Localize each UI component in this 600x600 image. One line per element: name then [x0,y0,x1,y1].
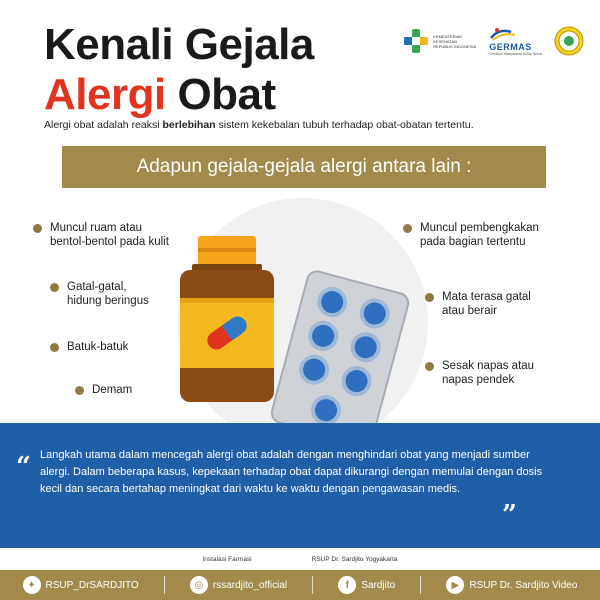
symptom-text: Demam [92,384,133,396]
symptom-item [33,221,169,249]
symptom-text: Gatal-gatal, hidung beringus [67,281,149,307]
banner-text: Adapun gejala-gejala alergi antara lain : [136,156,472,177]
symptom-item [403,221,539,249]
kemenkes-text: KEMENTERIAN KESEHATAN REPUBLIK INDONESIA [433,33,477,49]
youtube-icon: ▶ [446,576,464,594]
symptom-item [425,359,534,387]
symptom-item [50,280,149,308]
medicine-bottle-icon [180,236,274,402]
medicine-illustration [170,228,420,443]
symptom-text: Muncul ruam atau bentol-bentol pada kulit [50,222,169,248]
title-line-1: Kenali Gejala [44,20,314,69]
bullet-dot-icon [75,386,84,395]
social-label: RSUP_DrSARDJITO [45,579,139,591]
symptom-text: Batuk-batuk [67,341,129,353]
social-twitter[interactable] [23,576,139,594]
divider [164,576,165,594]
blister-pack-icon [270,269,411,443]
social-instagram[interactable] [190,576,287,594]
intro-text: Alergi obat adalah reaksi berlebihan sistem kekebalan tubuh terhadap obat-obatan tertentu. [44,119,474,131]
symptom-item [75,383,132,397]
partner-logos [403,26,584,56]
symptom-item [50,340,128,354]
bullet-dot-icon [425,362,434,371]
kemenkes-logo [403,28,477,54]
instagram-icon: ◎ [190,576,208,594]
twitter-icon: ✦ [23,576,41,594]
bullet-dot-icon [425,293,434,302]
intro-bold: berlebihan [162,119,216,131]
symptoms-banner [62,146,546,188]
social-label: rssardjito_official [212,579,288,591]
bullet-dot-icon [33,224,42,233]
sardjito-seal-icon [554,26,584,56]
title-accent-word: Alergi [44,70,166,119]
close-quote-icon: ” [502,500,517,530]
germas-swoosh-icon [489,26,541,42]
credits [0,548,600,570]
symptom-text: Muncul pembengkakan pada bagian tertentu [420,222,539,248]
kemenkes-cross-icon [403,28,429,54]
open-quote-icon: “ [16,452,31,482]
social-youtube[interactable] [446,576,577,594]
social-label: RSUP Dr. Sardjito Video [469,579,578,591]
social-footer [0,570,600,600]
germas-logo [489,26,542,56]
credit-hospital: RSUP Dr. Sardjito Yogyakarta [311,555,398,563]
facebook-icon: f [338,576,356,594]
prevention-quote: Langkah utama dalam mencegah alergi obat adalah dengan menghindari obat yang menjadi sumber alergi. Dalam beberapa kasus, kepekaan terhadap obat dapat dikurangi dengan memulai dengan dosis kecil dan secara bertahap meningkat dari waktu ke waktu dengan pengawasan medis. [40,449,543,495]
page-title [44,20,314,120]
divider [312,576,313,594]
social-facebook[interactable] [338,576,395,594]
symptom-text: Mata terasa gatal atau berair [442,291,531,317]
social-label: Sardjito [361,579,396,591]
credit-department: Instalasi Farmasi [202,555,252,563]
germas-text: GERMAS [489,42,532,52]
title-line-2 [44,70,314,120]
germas-subtext: Gerakan Masyarakat Hidup Sehat [489,52,542,56]
symptom-text: Sesak napas atau napas pendek [442,360,535,386]
bullet-dot-icon [50,343,59,352]
bullet-dot-icon [50,283,59,292]
symptom-item [425,290,531,318]
title-rest-word: Obat [177,70,276,119]
bullet-dot-icon [403,224,412,233]
divider [420,576,421,594]
